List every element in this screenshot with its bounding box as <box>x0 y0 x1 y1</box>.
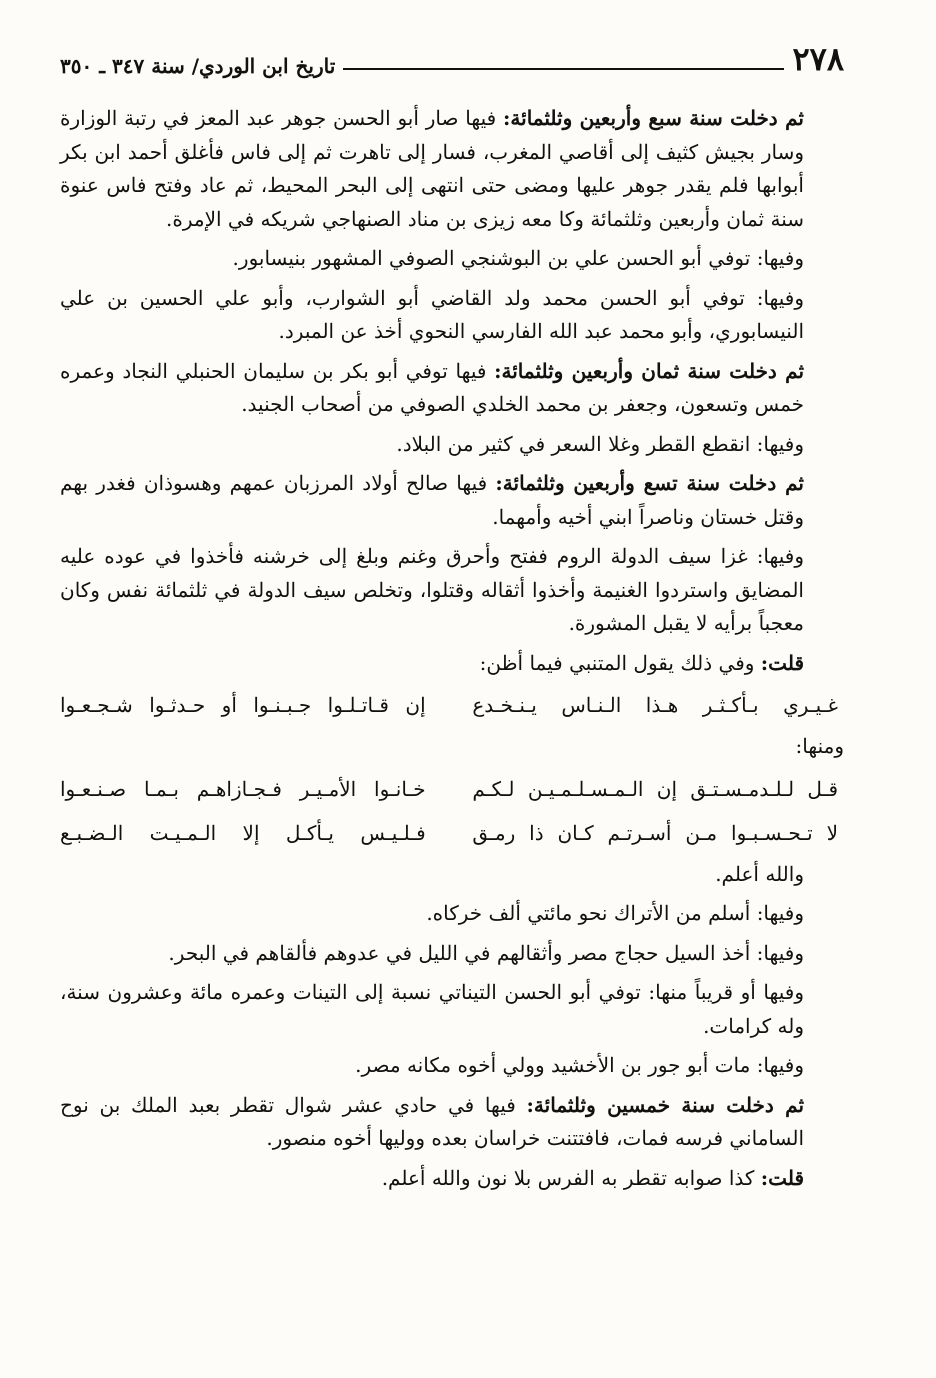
paragraph-text: فيها توفي أبو بكر بن سليمان الحنبلي النجاد وعمره خمس وتسعون، وجعفر بن محمد الخلدي الصوفي من أصحاب الجنيد. <box>60 358 804 416</box>
page-number: ٢٧٨ <box>792 40 844 78</box>
paragraph-year-347 <box>60 102 844 236</box>
year-heading: ثم دخلت سنة تسع وأربعين وثلثمائة: <box>495 471 804 495</box>
verse-first-hemistich: غـيـري بـأكـثـر هـذا الـنـاس يـنـخـدع <box>472 693 838 717</box>
paragraph-text: فيها صالح أولاد المرزبان عمهم وهسوذان فغدر بهم وقتل خستان وناصراً ابني أخيه وأمهما. <box>60 471 804 529</box>
verse-second-hemistich: فـلـيـس يـأكـل إلا الـمـيـت الـضـبـع <box>60 820 426 845</box>
paragraph: وفيها: توفي أبو الحسن علي بن البوشنجي الصوفي المشهور بنيسابور. <box>232 246 804 270</box>
year-heading: ثم دخلت سنة سبع وأربعين وثلثمائة: <box>503 106 805 130</box>
paragraph-year-350 <box>60 1089 844 1156</box>
paragraph: وفيها: أسلم من الأتراك نحو مائتي ألف خركاه. <box>426 901 804 925</box>
paragraph-note <box>60 1162 844 1196</box>
verse-second-hemistich: خـانـوا الأمـيـر فـجـازاهـم بـمـا صـنـعـوا <box>60 776 426 801</box>
paragraph: والله أعلم. <box>715 861 804 886</box>
verse-first-hemistich: قـل لـلـدمـسـتـق إن الـمـسـلـمـيـن لـكـم <box>472 776 838 801</box>
paragraph-text: فيها صار أبو الحسن جوهر عبد المعز في رتبة الوزارة وسار بجيش كثيف إلى أقاصي المغرب، فسار إلى تاهرت ثم إلى فاس فأغلق أحمد ابن بكر أبوابها فلم يقدر جوهر عليها ومضى حتى انتهى إلى البحر المحيط، ثم عاد وفتح فاس عنوة سنة ثمان وأربعين وثلثمائة وكا معه زيزى بن مناد الصنهاجي شريكه في الإمرة. <box>60 106 804 231</box>
paragraph: وفيها: مات أبو جور بن الأخشيد وولي أخوه مكانه مصر. <box>355 1053 804 1077</box>
paragraph: وفيها: غزا سيف الدولة الروم ففتح وأحرق وغنم وبلغ إلى خرشنه فأخذوا في عوده عليه المضايق واستردوا الغنيمة وأخذوا أثقاله وقتلوا، وتخلص سيف الدولة في ثلثمائة نفس وكان معجباً برأيه لا يقبل المشورة. <box>60 544 804 635</box>
verse-second-hemistich: إن قـاتـلـوا جـبـنـوا أو حـدثـوا شـجـعـوا <box>60 693 426 717</box>
page-content <box>60 102 844 1195</box>
poem-verse <box>60 686 844 724</box>
running-title: تاريخ ابن الوردي/ سنة ٣٤٧ ـ ٣٥٠ <box>60 54 336 78</box>
note-label: قلت: <box>760 650 804 675</box>
paragraph: وفيها: أخذ السيل حجاج مصر وأثقالهم في الليل في عدوهم فألقاهم في البحر. <box>168 940 804 965</box>
paragraph-text: كذا صوابه تقطر به الفرس بلا نون والله أعلم. <box>381 1165 755 1190</box>
year-heading: ثم دخلت سنة خمسين وثلثمائة: <box>526 1092 805 1117</box>
paragraph-text: فيها في حادي عشر شوال تقطر بعبد الملك بن نوح الساماني فرسه فمات، فافتتنت خراسان بعده ووليها أخوه منصور. <box>60 1092 804 1150</box>
poem-verse <box>60 814 844 852</box>
paragraph-year-348 <box>60 355 844 422</box>
header-rule <box>343 68 784 70</box>
page-header <box>60 38 844 78</box>
paragraph-text: وفي ذلك يقول المتنبي فيما أظن: <box>479 650 755 675</box>
year-heading: ثم دخلت سنة ثمان وأربعين وثلثمائة: <box>494 358 805 383</box>
note-label: قلت: <box>760 1165 804 1190</box>
paragraph: وفيها: توفي أبو الحسن محمد ولد القاضي أبو الشوارب، وأبو علي الحسين بن علي النيسابوري، وأبو محمد عبد الله الفارسي النحوي أخذ عن المبرد. <box>60 285 804 343</box>
poem-verse <box>60 770 844 808</box>
paragraph: ومنها: <box>795 734 844 758</box>
paragraph: وفيها: انقطع القطر وغلا السعر في كثير من البلاد. <box>396 431 804 456</box>
verse-first-hemistich: لا تـحـسـبـوا مـن أسـرتـم كـان ذا رمـق <box>472 820 838 845</box>
paragraph-note <box>60 647 844 681</box>
paragraph: وفيها أو قريباً منها: توفي أبو الحسن التيناتي نسبة إلى التينات وعمره مائة وعشرون سنة، وله كرامات. <box>60 980 804 1038</box>
paragraph-year-349 <box>60 467 844 534</box>
